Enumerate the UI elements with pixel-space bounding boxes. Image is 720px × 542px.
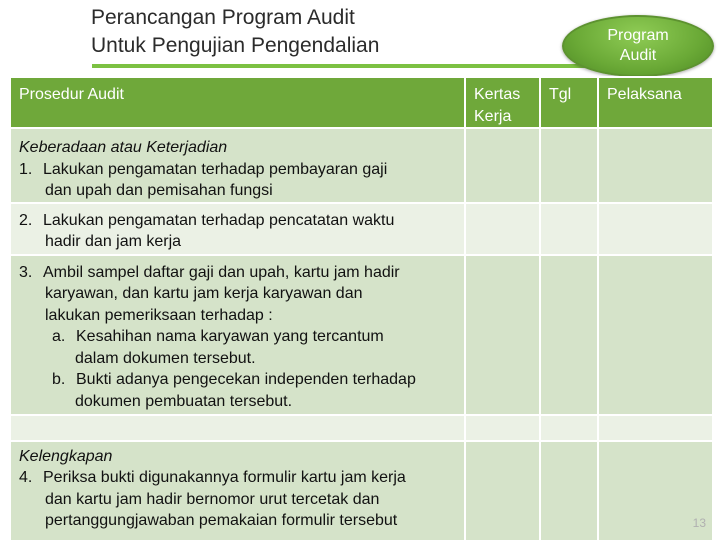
badge-line2: Audit (619, 47, 657, 64)
slide-title-line2: Untuk Pengujian Pengendalian (91, 34, 380, 57)
pelaksana-cell (598, 415, 713, 441)
table-row (10, 441, 713, 541)
list-item (19, 210, 458, 232)
kertas-kerja-cell (465, 255, 540, 415)
item-number: 2. (19, 211, 33, 229)
sub-item-text-cont: dalam dokumen tersebut. (75, 349, 256, 367)
list-item (19, 262, 458, 284)
item-text-cont: dan kartu jam hadir bernomor urut tercetak dan (45, 490, 380, 508)
header-tgl: Tgl (540, 77, 598, 128)
pelaksana-cell (598, 128, 713, 203)
slide-title (91, 4, 379, 60)
procedure-cell (10, 203, 465, 255)
sub-item-text: Kesahihan nama karyawan yang tercantum (76, 328, 384, 345)
header-prosedur-audit: Prosedur Audit (10, 77, 465, 128)
tgl-cell (540, 128, 598, 203)
sub-item (19, 369, 458, 391)
item-text: Ambil sampel daftar gaji dan upah, kartu jam hadir (43, 263, 400, 281)
table-row (10, 128, 713, 203)
kertas-kerja-cell (465, 203, 540, 255)
audit-procedure-table (9, 76, 714, 542)
table-row (10, 255, 713, 415)
list-item (19, 467, 458, 489)
sub-item (19, 326, 458, 348)
list-item (19, 159, 458, 181)
header-pelaksana: Pelaksana (598, 77, 713, 128)
item-text: Lakukan pengamatan terhadap pencatatan waktu (43, 211, 395, 229)
section-heading: Keberadaan atau Keterjadian (19, 139, 228, 156)
sub-item-label: b. (52, 371, 66, 388)
page-number: 13 (692, 516, 706, 530)
item-text-cont: karyawan, dan kartu jam kerja karyawan dan (45, 285, 363, 302)
tgl-cell (540, 415, 598, 441)
procedure-cell (10, 441, 465, 541)
header-kertas-line1: Kertas (474, 86, 521, 103)
kertas-kerja-cell (465, 441, 540, 541)
badge-line1: Program (607, 27, 669, 44)
sub-item-text: Bukti adanya pengecekan independen terhadap (76, 371, 416, 388)
table-header-row (10, 77, 713, 128)
title-underline (92, 64, 620, 68)
pelaksana-cell (598, 255, 713, 415)
slide-title-line1: Perancangan Program Audit (91, 6, 355, 29)
section-heading: Kelengkapan (19, 447, 113, 465)
procedure-cell (10, 255, 465, 415)
item-number: 1. (19, 160, 33, 178)
table-row (10, 203, 713, 255)
table-row-empty (10, 415, 713, 441)
kertas-kerja-cell (465, 128, 540, 203)
tgl-cell (540, 441, 598, 541)
item-text-cont: dan upah dan pemisahan fungsi (45, 182, 273, 199)
item-number: 4. (19, 469, 33, 486)
item-text: Periksa bukti digunakannya formulir kartu jam kerja (43, 469, 406, 486)
header-kertas-line2: Kerja (474, 107, 512, 125)
sub-item-text-cont: dokumen pembuatan tersebut. (75, 392, 293, 410)
item-text: Lakukan pengamatan terhadap pembayaran gaji (43, 160, 388, 178)
item-text-cont: pertanggungjawaban pemakaian formulir tersebut (45, 512, 398, 529)
tgl-cell (540, 203, 598, 255)
program-audit-badge (562, 15, 714, 77)
header-kertas-kerja (465, 77, 540, 128)
procedure-cell (10, 128, 465, 203)
pelaksana-cell (598, 203, 713, 255)
sub-item-label: a. (52, 328, 66, 345)
tgl-cell (540, 255, 598, 415)
item-text-cont: hadir dan jam kerja (45, 233, 182, 250)
item-text-cont: lakukan pemeriksaan terhadap : (45, 306, 273, 324)
procedure-cell (10, 415, 465, 441)
item-number: 3. (19, 263, 33, 281)
kertas-kerja-cell (465, 415, 540, 441)
